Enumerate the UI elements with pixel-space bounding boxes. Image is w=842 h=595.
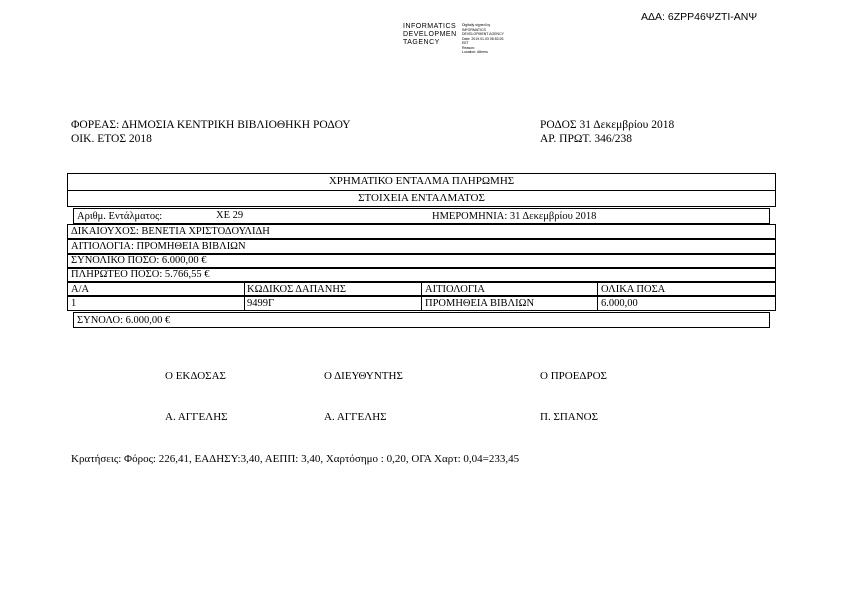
column-divider bbox=[597, 282, 598, 296]
protocol-number: ΑΡ. ΠΡΩΤ. 346/238 bbox=[540, 133, 633, 145]
organization: ΦΟΡΕΑΣ: ΔΗΜΟΣΙΑ ΚΕΝΤΡΙΚΗ ΒΙΒΛΙΟΘΗΚΗ ΡΟΔΟΥ bbox=[71, 119, 351, 131]
form-subtitle: ΣΤΟΙΧΕΙΑ ΕΝΤΑΛΜΑΤΟΣ bbox=[358, 192, 485, 204]
row-amount: 6.000,00 bbox=[601, 298, 638, 309]
beneficiary: ΔΙΚΑΙΟΥΧΟΣ: ΒΕΝΕΤΙΑ ΧΡΙΣΤΟΔΟΥΛΙΔΗ bbox=[71, 226, 270, 237]
stamp-detail: EET bbox=[462, 41, 469, 45]
stamp-line: TAGENCY bbox=[403, 39, 440, 46]
row-expense-code: 9499Γ bbox=[247, 298, 275, 309]
column-header: ΚΩΔΙΚΟΣ ΔΑΠΑΝΗΣ bbox=[247, 284, 347, 295]
order-number-value: ΧΕ 29 bbox=[216, 210, 244, 221]
ada-code: ΑΔΑ: 6ΖΡΡ46ΨΖΤΙ-ΑΝΨ bbox=[641, 11, 758, 23]
place-date: ΡΟΔΟΣ 31 Δεκεμβρίου 2018 bbox=[540, 119, 675, 131]
stamp-detail: Date: 2019.01.03 08:53:26 bbox=[462, 36, 504, 41]
signatory-name-president: Π. ΣΠΑΝΟΣ bbox=[540, 411, 599, 423]
number-date-row bbox=[73, 208, 770, 224]
stamp-detail: INFORMATICS bbox=[462, 27, 486, 32]
fiscal-year: ΟΙΚ. ΕΤΟΣ 2018 bbox=[71, 133, 152, 145]
signatory-title-issuer: Ο ΕΚΔΟΣΑΣ bbox=[165, 370, 226, 382]
column-divider bbox=[597, 296, 598, 311]
signatory-name-director: Α. ΑΓΓΕΛΗΣ bbox=[324, 411, 387, 423]
order-number-label: Αριθμ. Εντάλματος: bbox=[77, 211, 163, 222]
stamp-detail: Reason: bbox=[462, 45, 476, 50]
form-title: ΧΡΗΜΑΤΙΚΟ ΕΝΤΑΛΜΑ ΠΛΗΡΩΜΗΣ bbox=[328, 175, 515, 187]
order-date: ΗΜΕΡΟΜΗΝΙΑ: 31 Δεκεμβρίου 2018 bbox=[432, 211, 597, 222]
total-amount: ΣΥΝΟΛΙΚΟ ΠΟΣΟ: 6.000,00 € bbox=[71, 255, 207, 266]
row-index: 1 bbox=[71, 298, 77, 309]
stamp-detail: DEVELOPMENT AGENCY bbox=[462, 32, 504, 36]
signatory-title-president: Ο ΠΡΟΕΔΡΟΣ bbox=[540, 370, 607, 382]
column-header: ΑΙΤΙΟΛΟΓΙΑ bbox=[425, 284, 485, 295]
signatory-title-director: Ο ΔΙΕΥΘΥΝΤΗΣ bbox=[324, 370, 403, 382]
row-reason: ΠΡΟΜΗΘΕΙΑ ΒΙΒΛΙΩΝ bbox=[425, 298, 535, 309]
stamp-line: INFORMATICS bbox=[403, 23, 457, 30]
reason: ΑΙΤΙΟΛΟΓΙΑ: ΠΡΟΜΗΘΕΙΑ ΒΙΒΛΙΩΝ bbox=[71, 241, 246, 252]
stamp-line: DEVELOPMEN bbox=[403, 31, 457, 38]
signatory-name-issuer: Α. ΑΓΓΕΛΗΣ bbox=[165, 411, 228, 423]
payable-amount: ΠΛΗΡΩΤΕΟ ΠΟΣΟ: 5.766,55 € bbox=[71, 269, 210, 280]
column-header: Α/Α bbox=[71, 284, 90, 295]
column-header: ΟΛΙΚΑ ΠΟΣΑ bbox=[601, 284, 666, 295]
deductions-line: Κρατήσεις: Φόρος: 226,41, ΕΑΔΗΣΥ:3,40, ΑΕΠΠ: 3,40, Χαρτόσημο : 0,20, ΟΓΑ Χαρτ: 0,04=233,45 bbox=[71, 453, 520, 465]
sum-total: ΣΥΝΟΛΟ: 6.000,00 € bbox=[77, 315, 171, 326]
sum-row bbox=[73, 312, 770, 328]
stamp-detail: Location: Athens bbox=[462, 50, 488, 54]
stamp-detail: Digitally signed by bbox=[462, 23, 491, 27]
